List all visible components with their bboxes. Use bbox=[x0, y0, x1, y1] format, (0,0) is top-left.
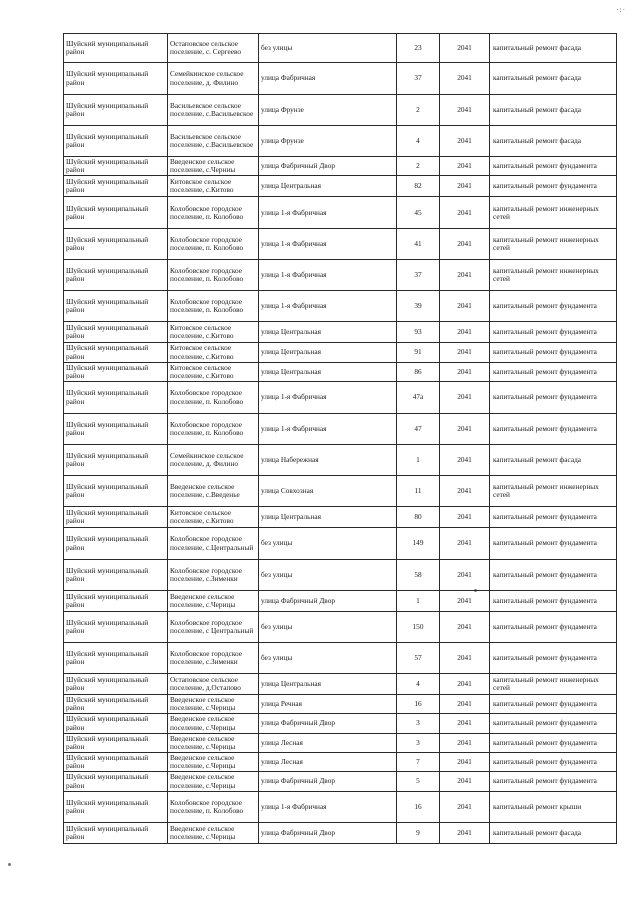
housing-repair-table bbox=[63, 33, 617, 844]
house-number-cell: 91 bbox=[397, 343, 440, 362]
table-row bbox=[64, 772, 617, 791]
table-row bbox=[64, 674, 617, 695]
table-row bbox=[64, 322, 617, 343]
repair-type-cell: капитальный ремонт инженерных сетей bbox=[490, 476, 617, 507]
repair-type-cell: капитальный ремонт фундамента bbox=[490, 733, 617, 752]
settlement-cell: Китовское сельское поселение, с.Китово bbox=[168, 507, 259, 528]
district-cell: Шуйский муниципальный район bbox=[64, 414, 168, 445]
table-row bbox=[64, 197, 617, 229]
district-cell: Шуйский муниципальный район bbox=[64, 382, 168, 414]
street-cell: улица Центральная bbox=[259, 507, 397, 528]
district-cell: Шуйский муниципальный район bbox=[64, 591, 168, 612]
district-cell: Шуйский муниципальный район bbox=[64, 126, 168, 157]
street-cell: улица 1-я Фабричная bbox=[259, 414, 397, 445]
table-row bbox=[64, 414, 617, 445]
repair-type-cell: капитальный ремонт инженерных сетей bbox=[490, 197, 617, 229]
table-row bbox=[64, 260, 617, 291]
year-cell: 2041 bbox=[440, 733, 490, 752]
street-cell: улица 1-я Фабричная bbox=[259, 260, 397, 291]
table-row bbox=[64, 791, 617, 822]
year-cell: 2041 bbox=[440, 591, 490, 612]
year-cell: 2041 bbox=[440, 414, 490, 445]
repair-type-cell: капитальный ремонт фундамента bbox=[490, 291, 617, 322]
year-cell: 2041 bbox=[440, 229, 490, 260]
district-cell: Шуйский муниципальный район bbox=[64, 197, 168, 229]
year-cell: 2041 bbox=[440, 753, 490, 772]
district-cell: Шуйский муниципальный район bbox=[64, 822, 168, 843]
settlement-cell: Колобовское городское поселение, п. Колобово bbox=[168, 260, 259, 291]
table-row bbox=[64, 126, 617, 157]
year-cell: 2041 bbox=[440, 476, 490, 507]
table-row bbox=[64, 362, 617, 381]
street-cell: улица 1-я Фабричная bbox=[259, 229, 397, 260]
street-cell: улица Фрунзе bbox=[259, 126, 397, 157]
year-cell: 2041 bbox=[440, 362, 490, 381]
district-cell: Шуйский муниципальный район bbox=[64, 714, 168, 733]
house-number-cell: 47а bbox=[397, 382, 440, 414]
settlement-cell: Китовское сельское поселение, с.Китово bbox=[168, 322, 259, 343]
settlement-cell: Колобовское городское поселение, п. Колобово bbox=[168, 382, 259, 414]
district-cell: Шуйский муниципальный район bbox=[64, 362, 168, 381]
street-cell: улица Центральная bbox=[259, 362, 397, 381]
settlement-cell: Колобовское городское поселение, с.Центральный bbox=[168, 528, 259, 560]
repair-type-cell: капитальный ремонт фундамента bbox=[490, 322, 617, 343]
table-row bbox=[64, 695, 617, 714]
street-cell: улица Фабричный Двор bbox=[259, 591, 397, 612]
table-row bbox=[64, 733, 617, 752]
repair-type-cell: капитальный ремонт фундамента bbox=[490, 753, 617, 772]
table-row bbox=[64, 476, 617, 507]
house-number-cell: 5 bbox=[397, 772, 440, 791]
settlement-cell: Введенское сельское поселение, с.Черицы bbox=[168, 591, 259, 612]
year-cell: 2041 bbox=[440, 612, 490, 643]
scan-speck bbox=[8, 863, 11, 866]
table-row bbox=[64, 507, 617, 528]
house-number-cell: 4 bbox=[397, 126, 440, 157]
document-page bbox=[63, 33, 617, 844]
table-row bbox=[64, 34, 617, 63]
year-cell: 2041 bbox=[440, 643, 490, 674]
year-cell: 2041 bbox=[440, 343, 490, 362]
street-cell: улица 1-я Фабричная bbox=[259, 197, 397, 229]
district-cell: Шуйский муниципальный район bbox=[64, 507, 168, 528]
street-cell: улица 1-я Фабричная bbox=[259, 791, 397, 822]
street-cell: улица Лесная bbox=[259, 753, 397, 772]
street-cell: улица 1-я Фабричная bbox=[259, 382, 397, 414]
house-number-cell: 39 bbox=[397, 291, 440, 322]
repair-type-cell: капитальный ремонт инженерных сетей bbox=[490, 674, 617, 695]
table-row bbox=[64, 822, 617, 843]
house-number-cell: 47 bbox=[397, 414, 440, 445]
house-number-cell: 41 bbox=[397, 229, 440, 260]
table-row bbox=[64, 157, 617, 176]
year-cell: 2041 bbox=[440, 126, 490, 157]
repair-type-cell: капитальный ремонт фундамента bbox=[490, 643, 617, 674]
street-cell: без улицы bbox=[259, 560, 397, 591]
repair-type-cell: капитальный ремонт фундамента bbox=[490, 157, 617, 176]
district-cell: Шуйский муниципальный район bbox=[64, 445, 168, 476]
year-cell: 2041 bbox=[440, 822, 490, 843]
table-row bbox=[64, 753, 617, 772]
table-row bbox=[64, 176, 617, 197]
table-row bbox=[64, 63, 617, 95]
settlement-cell: Семейкинское сельское поселение, д. Филино bbox=[168, 445, 259, 476]
street-cell: без улицы bbox=[259, 528, 397, 560]
table-row bbox=[64, 229, 617, 260]
street-cell: улица Центральная bbox=[259, 176, 397, 197]
street-cell: улица Фабричный Двор bbox=[259, 157, 397, 176]
table-row bbox=[64, 343, 617, 362]
year-cell: 2041 bbox=[440, 791, 490, 822]
district-cell: Шуйский муниципальный район bbox=[64, 95, 168, 126]
street-cell: улица Фабричный Двор bbox=[259, 714, 397, 733]
table-row bbox=[64, 560, 617, 591]
street-cell: без улицы bbox=[259, 34, 397, 63]
district-cell: Шуйский муниципальный район bbox=[64, 291, 168, 322]
repair-type-cell: капитальный ремонт фундамента bbox=[490, 528, 617, 560]
settlement-cell: Колобовское городское поселение, п. Колобово bbox=[168, 291, 259, 322]
house-number-cell: 16 bbox=[397, 791, 440, 822]
repair-type-cell: капитальный ремонт фундамента bbox=[490, 695, 617, 714]
house-number-cell: 57 bbox=[397, 643, 440, 674]
street-cell: улица Фабричная bbox=[259, 63, 397, 95]
street-cell: улица Фабричный Двор bbox=[259, 772, 397, 791]
year-cell: 2041 bbox=[440, 95, 490, 126]
scan-corner-mark: ·:· bbox=[616, 6, 626, 14]
district-cell: Шуйский муниципальный район bbox=[64, 643, 168, 674]
year-cell: 2041 bbox=[440, 260, 490, 291]
settlement-cell: Введенское сельское поселение, с.Введенье bbox=[168, 476, 259, 507]
district-cell: Шуйский муниципальный район bbox=[64, 229, 168, 260]
house-number-cell: 7 bbox=[397, 753, 440, 772]
settlement-cell: Введенское сельское поселение, с.Черицы bbox=[168, 772, 259, 791]
district-cell: Шуйский муниципальный район bbox=[64, 560, 168, 591]
repair-type-cell: капитальный ремонт фундамента bbox=[490, 176, 617, 197]
house-number-cell: 80 bbox=[397, 507, 440, 528]
settlement-cell: Китовское сельское поселение, с.Китово bbox=[168, 176, 259, 197]
house-number-cell: 93 bbox=[397, 322, 440, 343]
house-number-cell: 58 bbox=[397, 560, 440, 591]
street-cell: улица Центральная bbox=[259, 674, 397, 695]
repair-type-cell: капитальный ремонт фасада bbox=[490, 445, 617, 476]
settlement-cell: Семейкинское сельское поселение, д. Филино bbox=[168, 63, 259, 95]
settlement-cell: Колобовское городское поселение, п. Колобово bbox=[168, 414, 259, 445]
repair-type-cell: капитальный ремонт фасада bbox=[490, 63, 617, 95]
year-cell: 2041 bbox=[440, 445, 490, 476]
house-number-cell: 23 bbox=[397, 34, 440, 63]
house-number-cell: 82 bbox=[397, 176, 440, 197]
repair-type-cell: капитальный ремонт фундамента bbox=[490, 382, 617, 414]
house-number-cell: 37 bbox=[397, 260, 440, 291]
year-cell: 2041 bbox=[440, 157, 490, 176]
settlement-cell: Васильевское сельское поселение, с.Васильевское bbox=[168, 126, 259, 157]
year-cell: 2041 bbox=[440, 176, 490, 197]
district-cell: Шуйский муниципальный район bbox=[64, 260, 168, 291]
table-row bbox=[64, 528, 617, 560]
settlement-cell: Введенское сельское поселение, с.Черицы bbox=[168, 695, 259, 714]
table-row bbox=[64, 643, 617, 674]
district-cell: Шуйский муниципальный район bbox=[64, 695, 168, 714]
street-cell: улица Лесная bbox=[259, 733, 397, 752]
district-cell: Шуйский муниципальный район bbox=[64, 753, 168, 772]
house-number-cell: 16 bbox=[397, 695, 440, 714]
street-cell: без улицы bbox=[259, 643, 397, 674]
repair-type-cell: капитальный ремонт фундамента bbox=[490, 362, 617, 381]
district-cell: Шуйский муниципальный район bbox=[64, 34, 168, 63]
table-row bbox=[64, 382, 617, 414]
year-cell: 2041 bbox=[440, 63, 490, 95]
district-cell: Шуйский муниципальный район bbox=[64, 176, 168, 197]
district-cell: Шуйский муниципальный район bbox=[64, 733, 168, 752]
settlement-cell: Введенское сельское поселение, с.Черицы bbox=[168, 753, 259, 772]
table-row bbox=[64, 591, 617, 612]
table-row bbox=[64, 445, 617, 476]
district-cell: Шуйский муниципальный район bbox=[64, 343, 168, 362]
settlement-cell: Остаповское сельское поселение, д.Остапово bbox=[168, 674, 259, 695]
district-cell: Шуйский муниципальный район bbox=[64, 612, 168, 643]
street-cell: улица Центральная bbox=[259, 343, 397, 362]
house-number-cell: 86 bbox=[397, 362, 440, 381]
settlement-cell: Введенское сельское поселение, с.Черниы bbox=[168, 157, 259, 176]
settlement-cell: Колобовское городское поселение, п. Колобово bbox=[168, 229, 259, 260]
district-cell: Шуйский муниципальный район bbox=[64, 322, 168, 343]
repair-type-cell: капитальный ремонт фундамента bbox=[490, 591, 617, 612]
settlement-cell: Введенское сельское поселение, с.Черицы bbox=[168, 822, 259, 843]
house-number-cell: 1 bbox=[397, 445, 440, 476]
house-number-cell: 149 bbox=[397, 528, 440, 560]
house-number-cell: 9 bbox=[397, 822, 440, 843]
repair-type-cell: капитальный ремонт фундамента bbox=[490, 560, 617, 591]
settlement-cell: Колобовское городское поселение, п. Колобово bbox=[168, 791, 259, 822]
table-row bbox=[64, 291, 617, 322]
settlement-cell: Колобовское городское поселение, с.Зименки bbox=[168, 643, 259, 674]
house-number-cell: 3 bbox=[397, 714, 440, 733]
house-number-cell: 11 bbox=[397, 476, 440, 507]
year-cell: 2041 bbox=[440, 34, 490, 63]
repair-type-cell: капитальный ремонт фундамента bbox=[490, 507, 617, 528]
house-number-cell: 1 bbox=[397, 591, 440, 612]
year-cell: 2041 bbox=[440, 674, 490, 695]
table-body bbox=[64, 34, 617, 844]
year-cell: 2041 bbox=[440, 382, 490, 414]
year-cell: 2041 bbox=[440, 528, 490, 560]
repair-type-cell: капитальный ремонт инженерных сетей bbox=[490, 229, 617, 260]
repair-type-cell: капитальный ремонт фундамента bbox=[490, 414, 617, 445]
street-cell: улица Набережная bbox=[259, 445, 397, 476]
street-cell: улица 1-я Фабричная bbox=[259, 291, 397, 322]
repair-type-cell: капитальный ремонт фасада bbox=[490, 34, 617, 63]
settlement-cell: Колобовское городское поселение, с Центральный bbox=[168, 612, 259, 643]
settlement-cell: Колобовское городское поселение, п. Колобово bbox=[168, 197, 259, 229]
year-cell: 2041 bbox=[440, 291, 490, 322]
street-cell: улица Фабричный Двор bbox=[259, 822, 397, 843]
year-cell: 2041 bbox=[440, 197, 490, 229]
street-cell: улица Речная bbox=[259, 695, 397, 714]
settlement-cell: Китовское сельское поселение, с.Китово bbox=[168, 362, 259, 381]
house-number-cell: 150 bbox=[397, 612, 440, 643]
repair-type-cell: капитальный ремонт фасада bbox=[490, 822, 617, 843]
repair-type-cell: капитальный ремонт фасада bbox=[490, 95, 617, 126]
house-number-cell: 45 bbox=[397, 197, 440, 229]
district-cell: Шуйский муниципальный район bbox=[64, 157, 168, 176]
table-row bbox=[64, 714, 617, 733]
settlement-cell: Введенское сельское поселение, с.Черицы bbox=[168, 733, 259, 752]
district-cell: Шуйский муниципальный район bbox=[64, 791, 168, 822]
settlement-cell: Колобовское городское поселение, с.Зименки bbox=[168, 560, 259, 591]
street-cell: улица Совхозная bbox=[259, 476, 397, 507]
street-cell: улица Фрунзе bbox=[259, 95, 397, 126]
year-cell: 2041 bbox=[440, 507, 490, 528]
house-number-cell: 2 bbox=[397, 95, 440, 126]
repair-type-cell: капитальный ремонт фундамента bbox=[490, 772, 617, 791]
settlement-cell: Остаповское сельское поселение, с. Сергеево bbox=[168, 34, 259, 63]
year-cell: 2041 bbox=[440, 695, 490, 714]
house-number-cell: 2 bbox=[397, 157, 440, 176]
district-cell: Шуйский муниципальный район bbox=[64, 674, 168, 695]
repair-type-cell: капитальный ремонт фасада bbox=[490, 126, 617, 157]
repair-type-cell: капитальный ремонт фундамента bbox=[490, 343, 617, 362]
street-cell: без улицы bbox=[259, 612, 397, 643]
year-cell: 2041 bbox=[440, 714, 490, 733]
house-number-cell: 4 bbox=[397, 674, 440, 695]
district-cell: Шуйский муниципальный район bbox=[64, 476, 168, 507]
table-row bbox=[64, 95, 617, 126]
street-cell: улица Центральная bbox=[259, 322, 397, 343]
settlement-cell: Китовское сельское поселение, с.Китово bbox=[168, 343, 259, 362]
year-cell: 2041 bbox=[440, 772, 490, 791]
table-row bbox=[64, 612, 617, 643]
house-number-cell: 37 bbox=[397, 63, 440, 95]
settlement-cell: Васильевское сельское поселение, с.Васильевское bbox=[168, 95, 259, 126]
year-cell: 2041 bbox=[440, 322, 490, 343]
house-number-cell: 3 bbox=[397, 733, 440, 752]
repair-type-cell: капитальный ремонт инженерных сетей bbox=[490, 260, 617, 291]
district-cell: Шуйский муниципальный район bbox=[64, 63, 168, 95]
year-cell: 2041 bbox=[440, 560, 490, 591]
repair-type-cell: капитальный ремонт крыши bbox=[490, 791, 617, 822]
district-cell: Шуйский муниципальный район bbox=[64, 528, 168, 560]
district-cell: Шуйский муниципальный район bbox=[64, 772, 168, 791]
repair-type-cell: капитальный ремонт фундамента bbox=[490, 612, 617, 643]
settlement-cell: Введенское сельское поселение, с.Черицы bbox=[168, 714, 259, 733]
repair-type-cell: капитальный ремонт фундамента bbox=[490, 714, 617, 733]
